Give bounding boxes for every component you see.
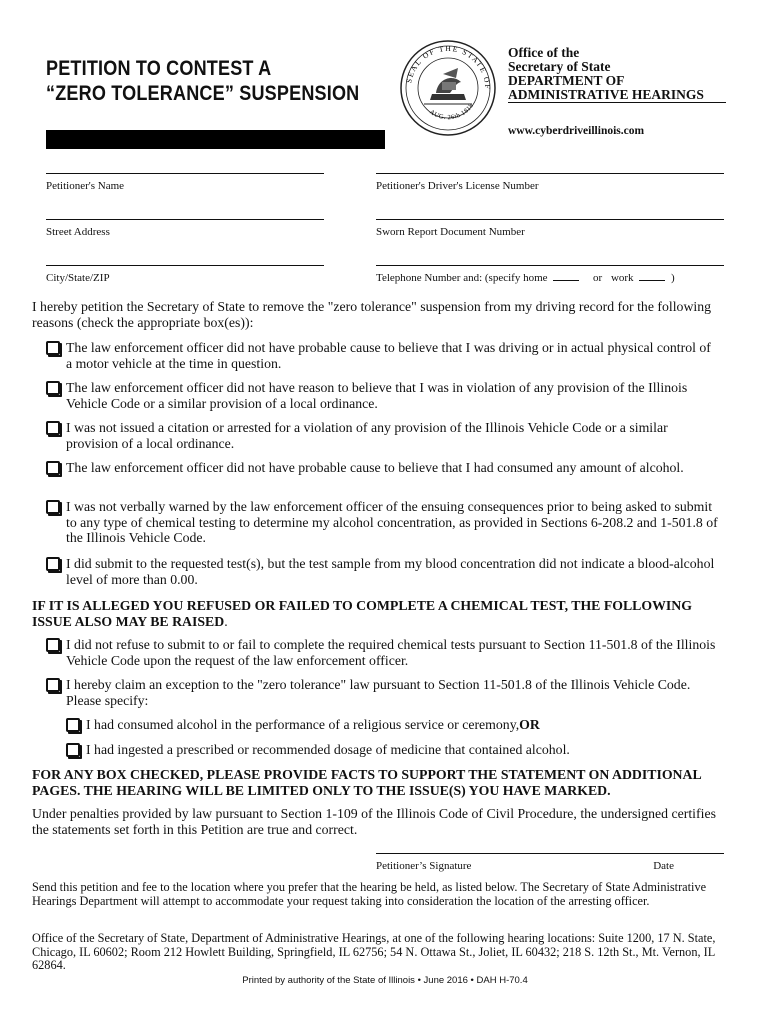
- seal-bottom-text: AUG. 26th 1818: [428, 102, 476, 122]
- street-address-field[interactable]: [46, 219, 324, 238]
- reason-3-text: I was not issued a citation or arrested for a violation of any provision of the Illinois Vehicle Code or a similar provision of a local ordinance.: [66, 420, 668, 451]
- date-label: Date: [653, 860, 674, 872]
- work-label: work: [610, 272, 634, 284]
- refused-heading-period: .: [224, 613, 228, 629]
- exception-or: OR: [519, 717, 540, 732]
- state-seal: [398, 38, 498, 138]
- telephone-field[interactable]: [376, 265, 724, 284]
- exception-medicine: [66, 742, 718, 758]
- hearing-locations: Office of the Secretary of State, Department of Administrative Hearings, at one of the following hearing locations: Suite 1200, 17 N. State, Chicago, IL 60602; Room 212 Howlett Building, Springfield, IL 62756; 54 N. Ottawa St., Joliet, IL 60432; 218 S. 12th St., Mt. Vernon, IL 62864.: [32, 931, 716, 972]
- reason-5-checkbox[interactable]: [46, 500, 60, 514]
- exception-medicine-checkbox[interactable]: [66, 743, 80, 757]
- reason-2-checkbox[interactable]: [46, 381, 60, 395]
- penalties-text: Under penalties provided by law pursuant to Section 1-109 of the Illinois Code of Civil Procedure, the undersigned certifies the statements set forth in this Petition are true and correct.: [32, 806, 716, 837]
- city-state-zip-label: City/State/ZIP: [46, 272, 110, 284]
- exception-religious-checkbox[interactable]: [66, 718, 80, 732]
- license-number-label: Petitioner's Driver's License Number: [376, 180, 539, 192]
- office-line-1: Office of the: [508, 45, 580, 60]
- sworn-report-field[interactable]: [376, 219, 724, 238]
- refused-item-2-checkbox[interactable]: [46, 678, 60, 692]
- reason-6: [46, 556, 718, 587]
- title-line-2: “ZERO TOLERANCE” SUSPENSION: [46, 82, 360, 105]
- petitioner-name-field[interactable]: [46, 173, 324, 192]
- signature-label: Petitioner’s Signature: [376, 860, 472, 872]
- reason-6-checkbox[interactable]: [46, 557, 60, 571]
- office-block: [508, 46, 726, 103]
- office-line-3: DEPARTMENT OF: [508, 73, 625, 88]
- svg-text:AUG. 26th 1818: [428, 102, 475, 121]
- reason-1-checkbox[interactable]: [46, 341, 60, 355]
- reason-5: [46, 499, 718, 546]
- exception-religious: [66, 717, 718, 733]
- refused-item-2-text: I hereby claim an exception to the "zero tolerance" law pursuant to Section 11-501.8 of the Illinois Vehicle Code. Please specify:: [66, 677, 691, 708]
- seal-top-text: SEAL OF THE STATE OF: [404, 43, 493, 91]
- sworn-report-label: Sworn Report Document Number: [376, 226, 525, 238]
- refused-item-1-checkbox[interactable]: [46, 638, 60, 652]
- reason-5-text: I was not verbally warned by the law enforcement officer of the ensuing consequences prior to being asked to submit to any type of chemical testing to determine my alcohol concentration, as provided in Sections 6-208.2 and 1-501.8 of the Illinois Vehicle Code.: [66, 499, 718, 546]
- exception-religious-text: I had consumed alcohol in the performance of a religious service or ceremony,: [86, 717, 520, 732]
- telephone-or: or: [593, 272, 603, 284]
- petitioner-name-label: Petitioner's Name: [46, 180, 125, 192]
- work-phone-blank[interactable]: [639, 280, 665, 281]
- refused-heading-text: IF IT IS ALLEGED YOU REFUSED OR FAILED TO COMPLETE A CHEMICAL TEST, THE FOLLOWING ISSUE ALSO MAY BE RAISED: [32, 598, 692, 629]
- city-state-zip-field[interactable]: [46, 265, 324, 284]
- reason-4-checkbox[interactable]: [46, 461, 60, 475]
- reason-4-text: The law enforcement officer did not have probable cause to believe that I had consumed any amount of alcohol.: [66, 460, 684, 475]
- reason-1: [46, 340, 718, 371]
- telephone-label: Telephone Number and: (specify home: [376, 272, 548, 284]
- refused-heading: [32, 598, 728, 629]
- home-phone-blank[interactable]: [553, 280, 579, 281]
- website-link[interactable]: www.cyberdriveillinois.com: [508, 125, 645, 137]
- telephone-close: ): [671, 272, 675, 284]
- reason-6-text: I did submit to the requested test(s), but the test sample from my blood concentration did not indicate a blood-alcohol level of more than 0.00.: [66, 556, 715, 587]
- facts-heading: FOR ANY BOX CHECKED, PLEASE PROVIDE FACTS TO SUPPORT THE STATEMENT ON ADDITIONAL PAGES. THE HEARING WILL BE LIMITED ONLY TO THE ISSUE(S) YOU HAVE MARKED.: [32, 767, 701, 798]
- office-line-4: ADMINISTRATIVE HEARINGS: [508, 88, 726, 103]
- license-number-field[interactable]: [376, 173, 724, 192]
- reason-2: [46, 380, 718, 411]
- intro-text: I hereby petition the Secretary of State to remove the "zero tolerance" suspension from my driving record for the following reasons (check the appropriate box(es)):: [32, 299, 712, 330]
- reason-1-text: The law enforcement officer did not have probable cause to believe that I was driving or in actual physical control of a motor vehicle at the time in question.: [66, 340, 711, 371]
- title-line-1: PETITION TO CONTEST A: [46, 57, 272, 80]
- street-address-label: Street Address: [46, 226, 110, 238]
- reason-4: [46, 460, 718, 476]
- office-line-2: Secretary of State: [508, 59, 611, 74]
- form-title: [46, 56, 359, 106]
- reason-2-text: The law enforcement officer did not have reason to believe that I was in violation of any provision of the Illinois Vehicle Code or a similar provision of a local ordinance.: [66, 380, 688, 411]
- refused-item-2: [46, 677, 718, 708]
- printed-by-footer: Printed by authority of the State of Illinois • June 2016 • DAH H-70.4: [242, 975, 528, 986]
- reason-3-checkbox[interactable]: [46, 421, 60, 435]
- exception-medicine-text: I had ingested a prescribed or recommended dosage of medicine that contained alcohol.: [86, 742, 570, 757]
- signature-field[interactable]: [376, 853, 724, 872]
- send-instructions: Send this petition and fee to the location where you prefer that the hearing be held, as listed below. The Secretary of State Administrative Hearings Department will attempt to accommodate your request taking into consideration the location of the arresting officer.: [32, 880, 707, 908]
- black-bar: [46, 130, 385, 149]
- refused-item-1: [46, 637, 718, 668]
- refused-item-1-text: I did not refuse to submit to or fail to complete the required chemical tests pursuant to Section 11-501.8 of the Illinois Vehicle Code upon the request of the law enforcement officer.: [66, 637, 716, 668]
- reason-3: [46, 420, 718, 451]
